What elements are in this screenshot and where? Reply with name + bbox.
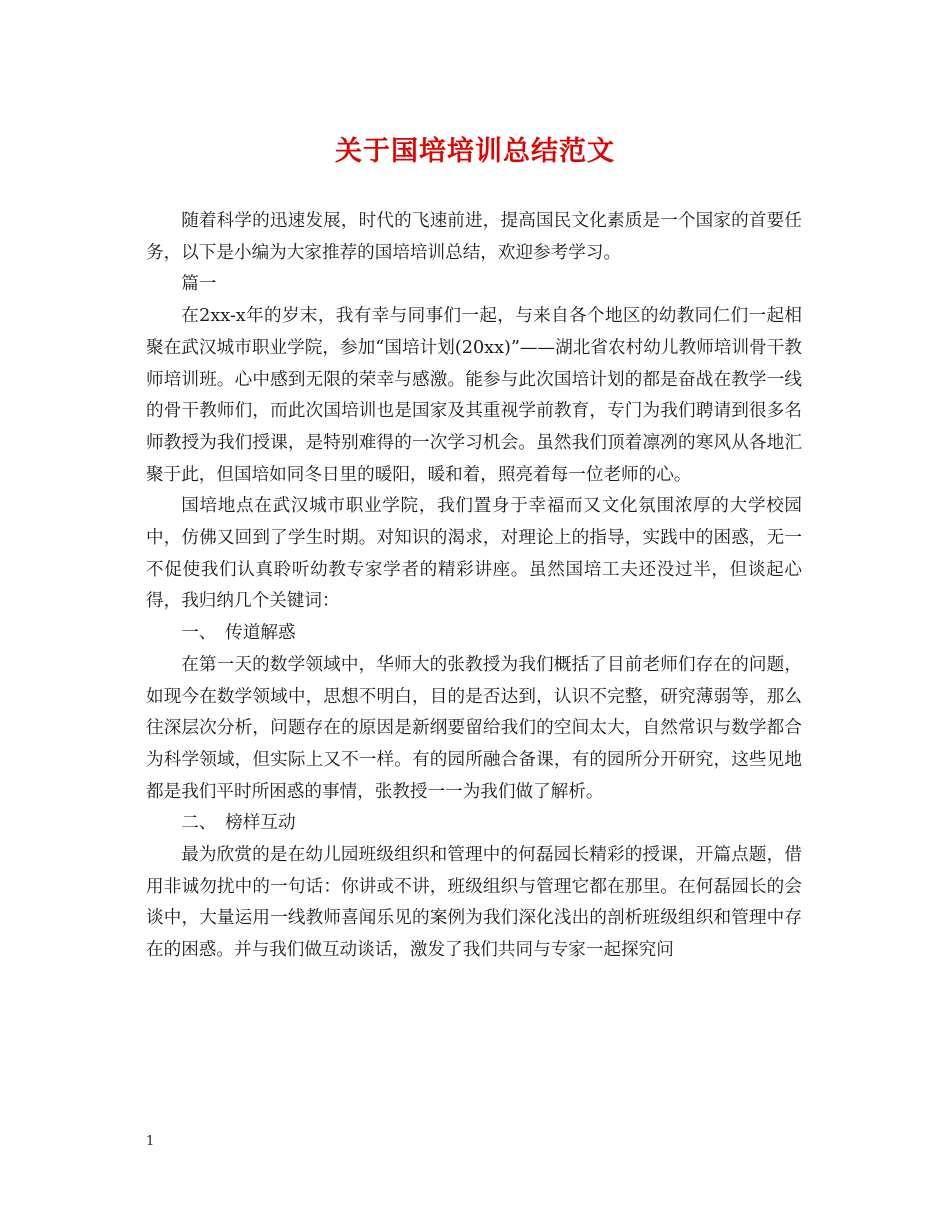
subheading-two: 二、 榜样互动 [181,813,296,834]
page-number: 1 [146,1134,155,1149]
document-body [146,206,802,967]
document-title: 关于国培培训总结范文 [335,136,615,167]
section-heading-part-one: 篇一 [181,274,217,295]
subheading-one: 一、 传道解惑 [181,623,296,644]
body-paragraph: 在2xx-x年的岁末，我有幸与同事们一起，与来自各个地区的幼教同仁们一起相聚在武汉城市职业学院，参加“国培计划(20xx)”——湖北省农村幼儿教师培训骨干教师培训班。心中感到无限的荣幸与感激。能参与此次国培计划的都是奋战在教学一线的骨干教师们，而此次国培训也是国家及其重视学前教育，专门为我们聘请到很多名师教授为我们授课，是特别难得的一次学习机会。虽然我们顶着凛冽的寒风从各地汇聚于此，但国培如同冬日里的暖阳，暖和着，照亮着每一位老师的心。 [146,306,802,485]
body-paragraph: 在第一天的数学领域中，华师大的张教授为我们概括了目前老师们存在的问题，如现今在数学领域中，思想不明白，目的是否达到，认识不完整，研究薄弱等，那么往深层次分析，问题存在的原因是新纲要留给我们的空间太大，自然常识与数学都合为科学领域，但实际上又不一样。有的园所融合备课，有的园所分开研究，这些见地都是我们平时所困惑的事情，张教授一一为我们做了解析。 [146,654,802,802]
intro-paragraph: 随着科学的迅速发展，时代的飞速前进，提高国民文化素质是一个国家的首要任务，以下是小编为大家推荐的国培培训总结，欢迎参考学习。 [146,211,802,263]
body-paragraph: 最为欣赏的是在幼儿园班级组织和管理中的何磊园长精彩的授课，开篇点题，借用非诚勿扰中的一句话：你讲或不讲，班级组织与管理它都在那里。在何磊园长的会谈中，大量运用一线教师喜闻乐见的案例为我们深化浅出的剖析班级组织和管理中存在的困惑。并与我们做互动谈话，激发了我们共同与专家一起探究问 [146,845,802,961]
body-paragraph: 国培地点在武汉城市职业学院，我们置身于幸福而又文化氛围浓厚的大学校园中，仿佛又回到了学生时期。对知识的渴求，对理论上的指导，实践中的困惑，无一不促使我们认真聆听幼教专家学者的精彩讲座。虽然国培工夫还没过半，但谈起心得，我归纳几个关键词： [146,496,802,612]
